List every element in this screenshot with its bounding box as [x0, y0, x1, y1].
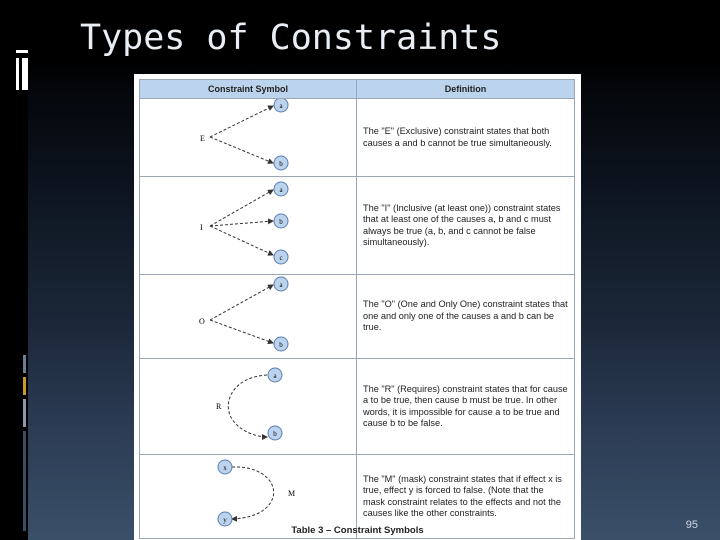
slide-title: Types of Constraints	[80, 18, 502, 58]
effect-y-label: y	[223, 516, 227, 524]
requires-constraint-diagram	[140, 359, 356, 449]
symbol-label: O	[199, 317, 205, 326]
cause-b-label: b	[279, 341, 283, 349]
symbol-label: R	[216, 402, 222, 411]
table-row-exclusive	[140, 99, 575, 177]
cause-b-label: b	[273, 430, 277, 438]
decorative-bars-top	[16, 50, 30, 90]
table-caption: Table 3 – Constraint Symbols	[291, 525, 424, 536]
header-constraint-symbol: Constraint Symbol	[140, 80, 357, 99]
cause-a-label: a	[279, 186, 283, 194]
definition-cell-mask: The "M" (mask) constraint states that if effect x is true, effect y is forced to false. (Note that the mask constraint relates to the effects and not the causes like the other constraints.	[357, 455, 575, 539]
constraint-symbols-document	[134, 74, 581, 540]
decorative-bars-bottom	[16, 355, 30, 535]
symbol-label: I	[200, 223, 203, 232]
definition-cell-requires: The "R" (Requires) constraint states that for cause a to be true, then cause b must be true. In other words, it is impossible for cause a to be true and cause b to be false.	[357, 359, 575, 455]
symbol-label: E	[200, 134, 205, 143]
symbol-cell-inclusive	[140, 177, 357, 275]
cause-a-label: a	[279, 281, 283, 289]
table-row-requires	[140, 359, 575, 455]
cause-a-label: a	[273, 372, 277, 380]
mask-constraint-diagram	[140, 455, 356, 533]
cause-c-label: c	[279, 254, 283, 262]
symbol-cell-exclusive	[140, 99, 357, 177]
inclusive-constraint-diagram	[140, 177, 356, 269]
table-row-one-and-only-one	[140, 275, 575, 359]
page-number: 95	[685, 519, 698, 531]
symbol-cell-one-and-only-one	[140, 275, 357, 359]
cause-b-label: b	[279, 218, 283, 226]
constraint-table	[139, 79, 575, 539]
exclusive-constraint-diagram	[140, 99, 356, 171]
effect-x-label: x	[223, 464, 227, 472]
table-row-inclusive	[140, 177, 575, 275]
definition-cell-inclusive: The "I" (Inclusive (at least one)) constraint states that at least one of the causes a, b and c must always be true (a, b, and c cannot be false simultaneously).	[357, 177, 575, 275]
symbol-label: M	[288, 489, 296, 498]
cause-b-label: b	[279, 160, 283, 168]
definition-cell-one-and-only-one: The "O" (One and Only One) constraint states that one and only one of the causes a and b can be true.	[357, 275, 575, 359]
header-definition: Definition	[357, 80, 575, 99]
cause-a-label: a	[279, 102, 283, 110]
one-and-only-one-constraint-diagram	[140, 275, 356, 353]
definition-cell-exclusive: The "E" (Exclusive) constraint states that both causes a and b cannot be true simultaneously.	[357, 99, 575, 177]
symbol-cell-requires	[140, 359, 357, 455]
